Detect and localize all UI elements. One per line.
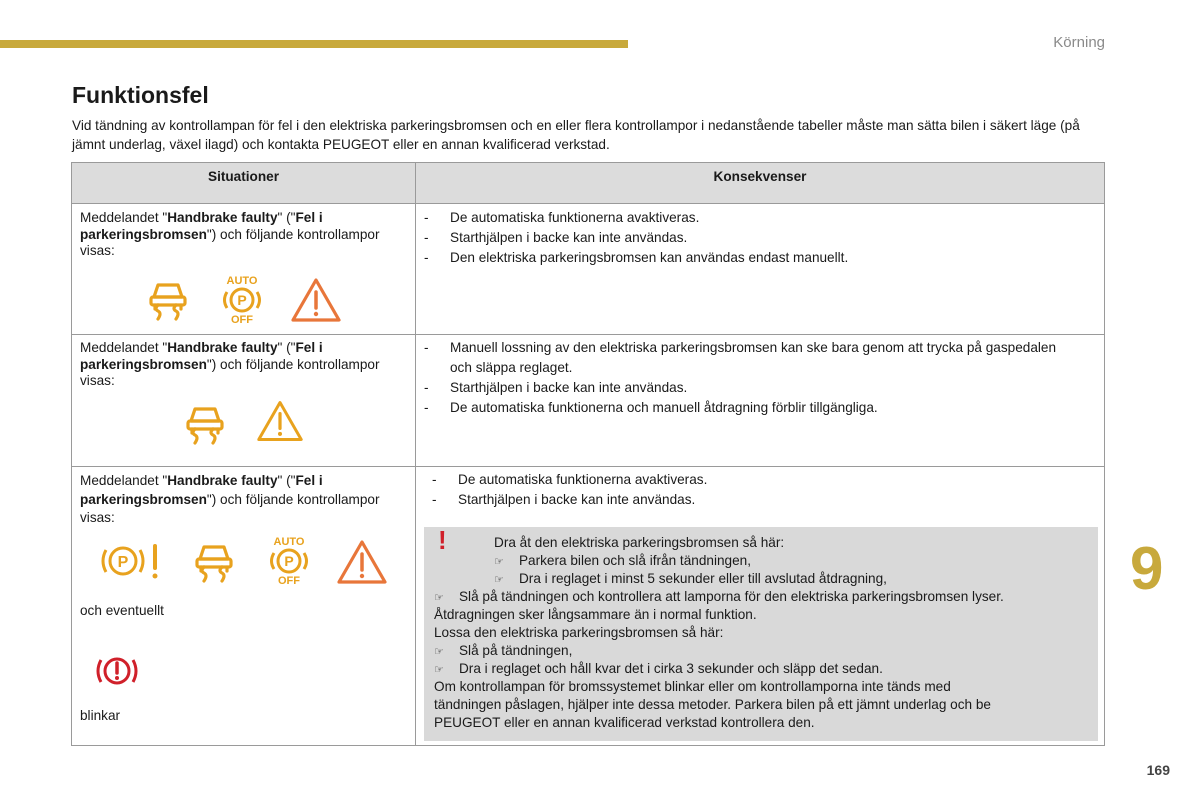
column-divider bbox=[415, 163, 416, 745]
page-title: Funktionsfel bbox=[72, 82, 209, 108]
note-line bbox=[434, 660, 883, 679]
page-number: 169 bbox=[1146, 762, 1170, 778]
chapter-number: 9 bbox=[1130, 535, 1164, 602]
message-text: Meddelandet " bbox=[80, 340, 168, 355]
auto-p-off-icon bbox=[217, 274, 267, 326]
list-item: - De automatiska funktionerna avaktiveras. bbox=[422, 208, 1082, 228]
icon-label-p: P bbox=[237, 292, 247, 308]
header-accent-bar bbox=[0, 40, 628, 48]
icon-label-p: P bbox=[117, 554, 129, 571]
table-row-1-consequences bbox=[422, 208, 1082, 268]
section-title: Körning bbox=[1053, 34, 1105, 51]
column-header-consequence: Konsekvenser bbox=[713, 169, 807, 184]
list-item: - Starthjälpen i backe kan inte användas. bbox=[422, 228, 1082, 248]
message-text: Meddelandet " bbox=[80, 210, 168, 225]
pointing-hand-icon: ☞ bbox=[434, 663, 444, 676]
pointing-hand-icon: ☞ bbox=[494, 573, 504, 586]
icon-label-auto: AUTO bbox=[273, 536, 305, 548]
note-text: Slå på tändningen, bbox=[458, 643, 573, 658]
note-line bbox=[434, 642, 572, 661]
message-en: Handbrake faulty bbox=[167, 340, 278, 355]
table-header bbox=[72, 163, 1104, 204]
message-en: Handbrake faulty bbox=[167, 473, 278, 488]
icon-label-off: OFF bbox=[231, 314, 253, 326]
note-line: Dra åt den elektriska parkeringsbromsen så här: bbox=[494, 535, 785, 550]
message-text: ") och följande kontrollampor visas: bbox=[80, 356, 380, 388]
message-en: Handbrake faulty bbox=[167, 210, 278, 225]
message-text: ") och följande kontrollampor visas: bbox=[80, 491, 380, 525]
row-divider bbox=[72, 334, 1104, 335]
message-sv: Fel i parkeringsbromsen bbox=[80, 340, 323, 372]
instruction-note-box bbox=[424, 527, 1098, 741]
note-text: Dra i reglaget och håll kvar det i cirka 3 sekunder och släpp det sedan. bbox=[458, 661, 883, 676]
note-text: Slå på tändningen och kontrollera att lamporna för den elektriska parkeringsbromsen lyser. bbox=[458, 589, 1004, 604]
list-item: - Starthjälpen i backe kan inte användas. bbox=[422, 378, 1082, 398]
note-line: Om kontrollampan för bromssystemet blinkar eller om kontrollamporna inte tänds med bbox=[434, 679, 951, 694]
note-line bbox=[494, 570, 887, 589]
fault-table bbox=[71, 162, 1105, 746]
esp-skid-icon bbox=[192, 539, 236, 583]
list-item: - De automatiska funktionerna avaktiveras. bbox=[430, 470, 1090, 490]
column-header-situation: Situationer bbox=[208, 169, 279, 184]
note-line: PEUGEOT eller en annan kvalificerad verkstad kontrollera den. bbox=[434, 715, 815, 730]
table-row-2-situation bbox=[80, 340, 380, 390]
blinking-text: blinkar bbox=[80, 708, 121, 723]
pointing-hand-icon: ☞ bbox=[434, 645, 444, 658]
warning-triangle-icon bbox=[256, 399, 304, 443]
optional-text: och eventuellt bbox=[80, 603, 164, 618]
note-line: tändningen påslagen, hjälper inte dessa metoder. Parkera bilen på ett jämnt underlag och be bbox=[434, 697, 991, 712]
table-row-3-situation bbox=[80, 472, 380, 528]
table-row-1-situation bbox=[80, 210, 380, 260]
message-text: " (" bbox=[277, 473, 296, 488]
esp-skid-icon bbox=[183, 401, 227, 445]
warning-triangle-icon bbox=[290, 277, 342, 323]
note-line: Lossa den elektriska parkeringsbromsen så här: bbox=[434, 625, 724, 640]
pointing-hand-icon: ☞ bbox=[434, 591, 444, 604]
intro-paragraph: Vid tändning av kontrollampan för fel i den elektriska parkeringsbromsen och en eller flera kontrollampor i nedanstående tabeller måste man sätta bilen i säkert läge (på jämnt underlag, växel ilagd) och kontakta PEUGEOT eller en annan kvalificerad verkstad. bbox=[72, 118, 1080, 152]
note-line: Åtdragningen sker långsammare än i normal funktion. bbox=[434, 607, 757, 622]
icon-label-off: OFF bbox=[278, 575, 300, 587]
table-row-2-consequences bbox=[422, 338, 1082, 418]
warning-triangle-icon bbox=[336, 539, 388, 585]
esp-skid-icon bbox=[146, 277, 190, 321]
icon-label-p: P bbox=[284, 553, 294, 569]
row-divider bbox=[72, 466, 1104, 467]
list-item: - Den elektriska parkeringsbromsen kan användas endast manuellt. bbox=[422, 248, 1082, 268]
message-text: " (" bbox=[277, 210, 296, 225]
list-item: - Starthjälpen i backe kan inte användas. bbox=[430, 490, 1090, 510]
pointing-hand-icon: ☞ bbox=[494, 555, 504, 568]
list-item: - De automatiska funktionerna och manuell åtdragning förblir tillgängliga. bbox=[422, 398, 1082, 418]
message-text: ") och följande kontrollampor visas: bbox=[80, 226, 380, 258]
note-text: Dra i reglaget i minst 5 sekunder eller till avslutad åtdragning, bbox=[518, 571, 887, 586]
brake-system-icon bbox=[96, 653, 138, 689]
parking-brake-fault-icon bbox=[99, 540, 163, 582]
message-sv: Fel i parkeringsbromsen bbox=[80, 210, 323, 242]
exclamation-icon: ! bbox=[438, 525, 447, 555]
note-line bbox=[494, 552, 751, 571]
chapter-tab bbox=[1106, 526, 1200, 612]
message-text: Meddelandet " bbox=[80, 473, 168, 488]
note-line bbox=[434, 588, 1004, 607]
message-text: " (" bbox=[277, 340, 296, 355]
message-sv: Fel i parkeringsbromsen bbox=[80, 473, 323, 507]
note-text: Parkera bilen och slå ifrån tändningen, bbox=[518, 553, 751, 568]
table-row-3-consequences bbox=[430, 470, 1090, 510]
list-item: - Manuell lossning av den elektriska parkeringsbromsen kan ske bara genom att trycka på gaspedalen och släppa reglaget. bbox=[422, 338, 1065, 378]
icon-label-auto: AUTO bbox=[226, 275, 258, 287]
auto-p-off-icon bbox=[264, 535, 314, 587]
